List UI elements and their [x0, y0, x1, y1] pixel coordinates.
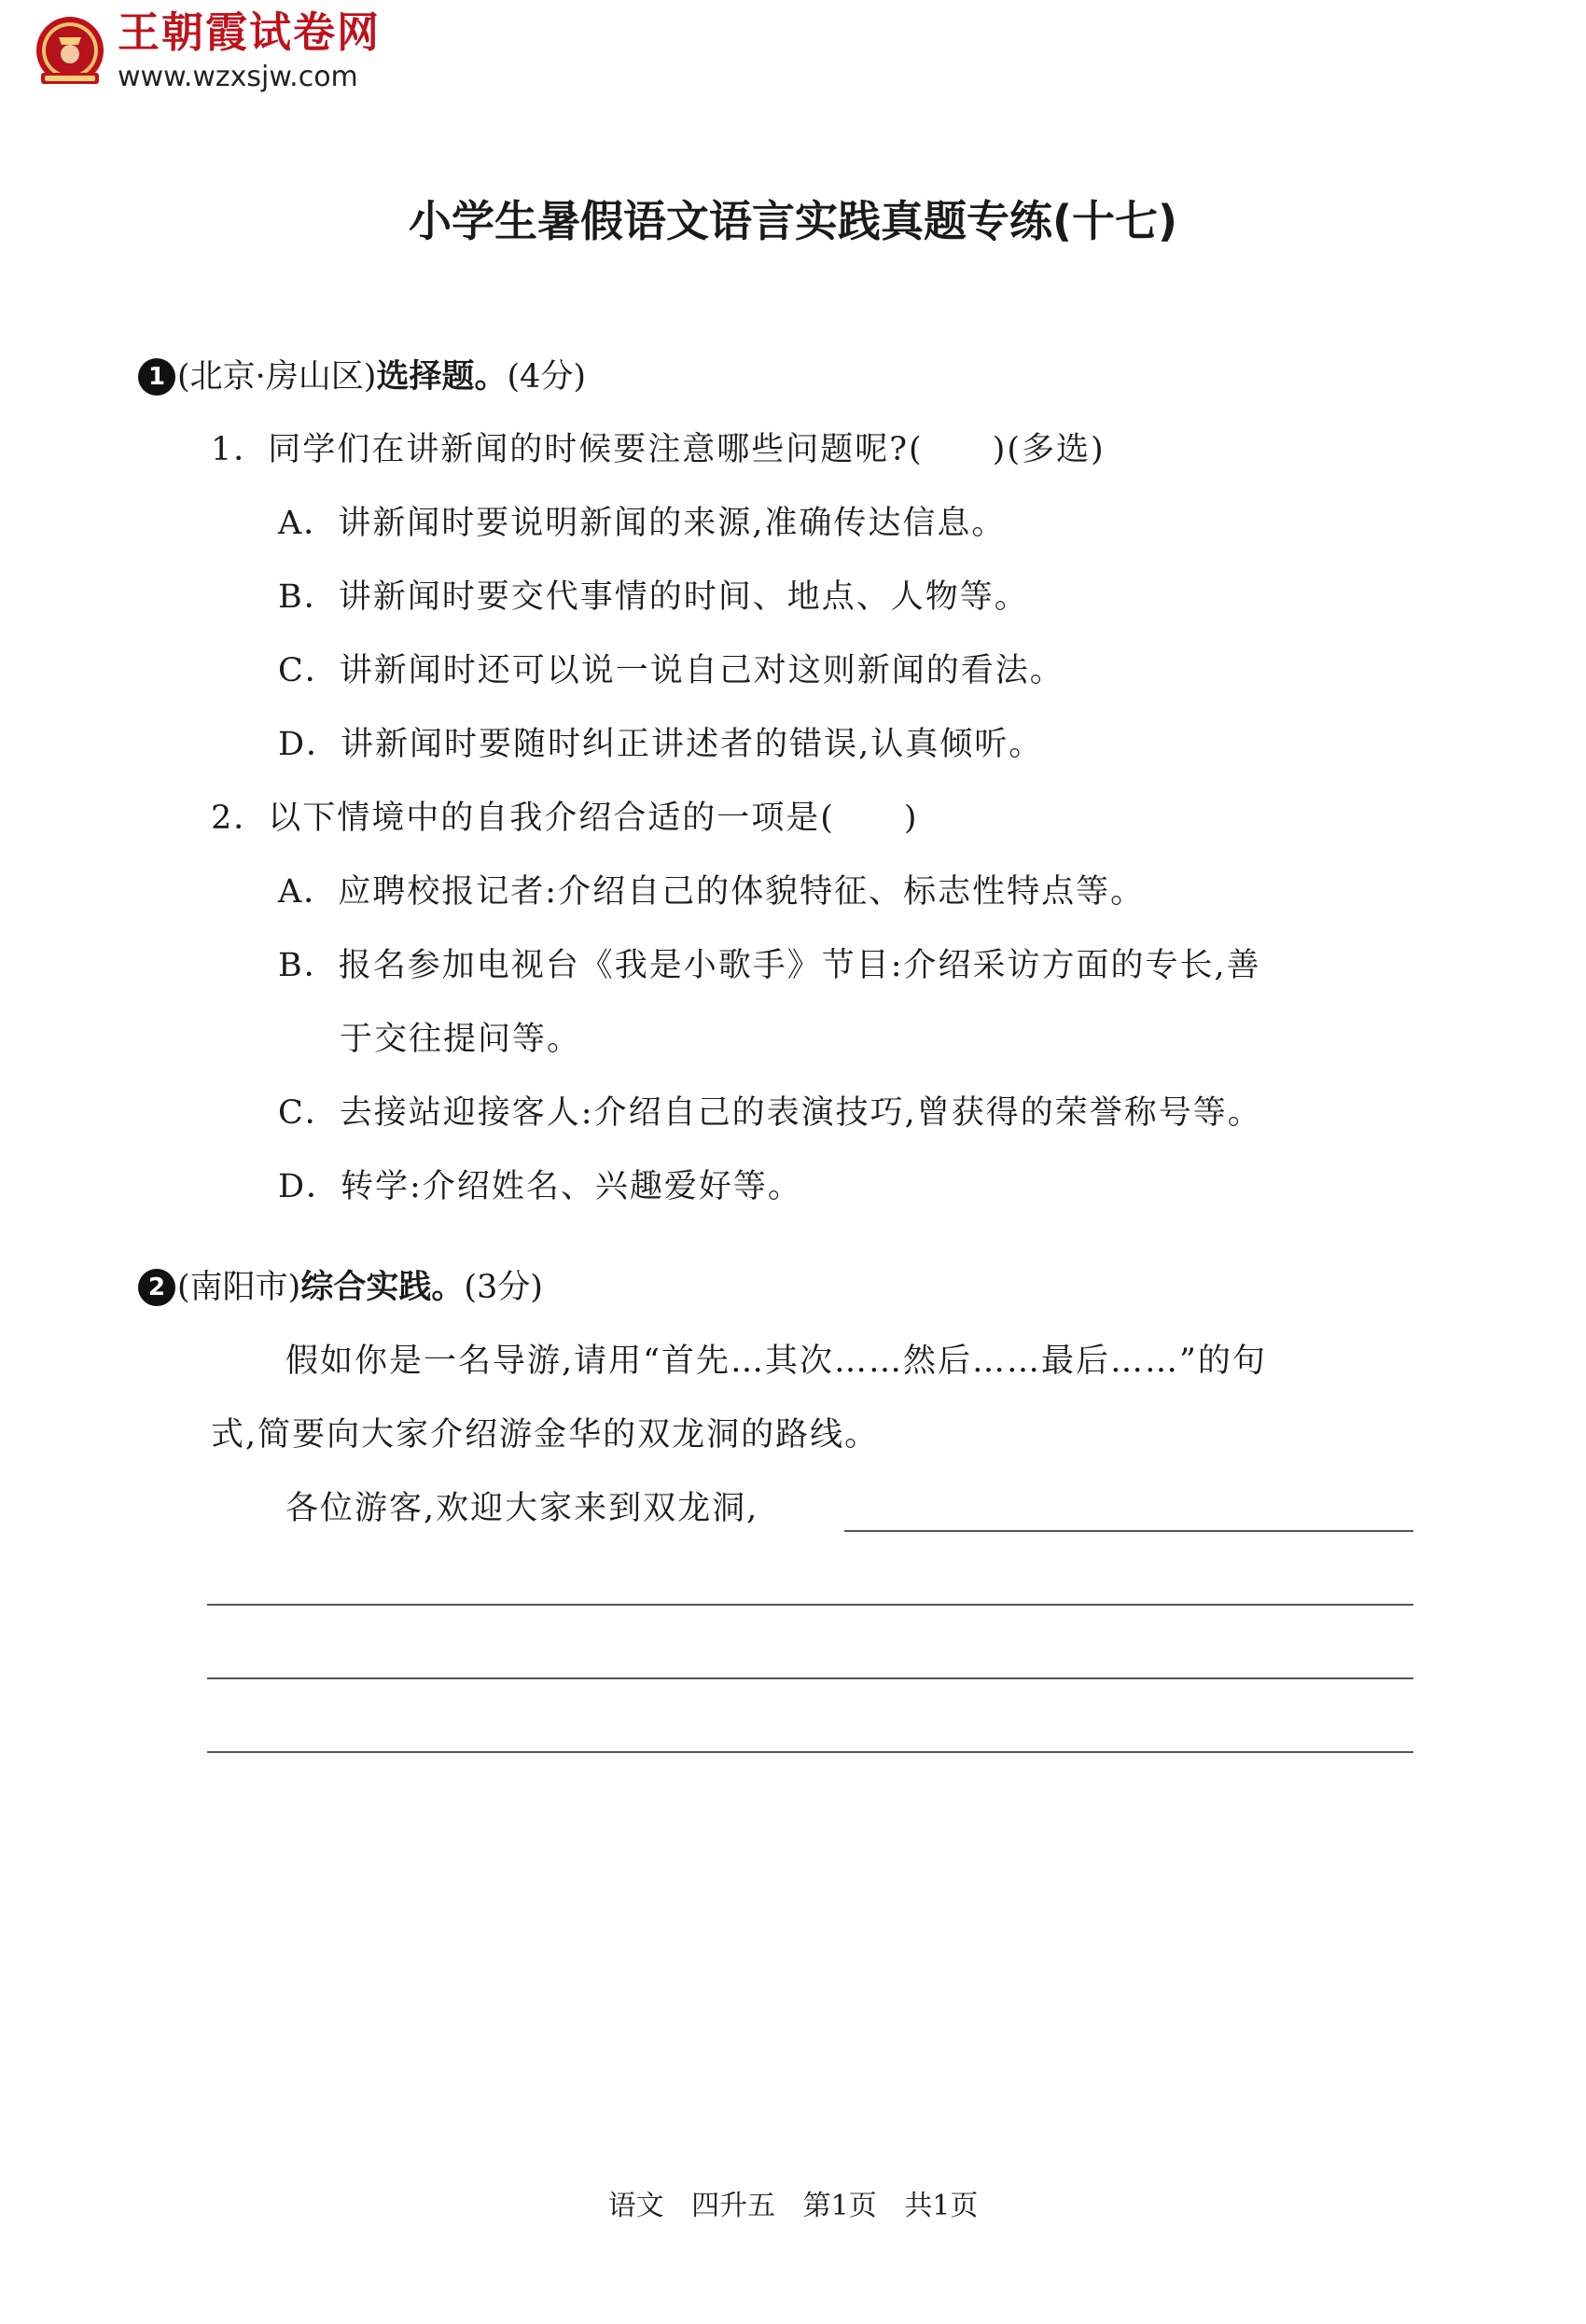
option-d: D．讲新闻时要随时纠正讲述者的错误,认真倾听。: [278, 726, 1044, 763]
option-b-continuation: 于交往提问等。: [340, 1021, 582, 1058]
option-a: A．应聘校报记者:介绍自己的体貌特征、标志性特点等。: [278, 873, 1146, 911]
question-2-heading: [138, 1265, 543, 1310]
option-b: B．讲新闻时要交代事情的时间、地点、人物等。: [278, 578, 1029, 616]
prompt-line: 假如你是一名导游,请用“首先…其次……然后……最后……”的句: [285, 1343, 1267, 1380]
answer-line[interactable]: [207, 1604, 1413, 1606]
footer-total: 共1页: [904, 2190, 979, 2222]
question-type: 综合实践。: [300, 1269, 465, 1306]
option-b: B．报名参加电视台《我是小歌手》节目:介绍采访方面的专长,善: [278, 947, 1261, 984]
question-source: (北京·房山区): [177, 358, 377, 396]
footer-grade: 四升五: [691, 2190, 776, 2222]
question-number-badge: 2: [138, 1269, 175, 1306]
prompt-line: 式,简要向大家介绍游金华的双龙洞的路线。: [211, 1416, 880, 1454]
footer-subject: 语文: [607, 2190, 664, 2222]
question-number-badge: 1: [138, 358, 175, 396]
subquestion-stem: 1．同学们在讲新闻的时候要注意哪些问题呢?( )(多选): [211, 431, 1106, 468]
question-score: (3分): [464, 1269, 543, 1306]
question-score: (4分): [507, 358, 587, 396]
answer-line[interactable]: [207, 1751, 1413, 1753]
question-1-heading: [138, 355, 586, 399]
answer-line[interactable]: [207, 1677, 1413, 1679]
page-title: 小学生暑假语文语言实践真题专练(十七): [408, 196, 1178, 246]
brand-name: 王朝霞试卷网: [118, 7, 382, 57]
option-c: C．去接站迎接客人:介绍自己的表演技巧,曾获得的荣誉称号等。: [278, 1094, 1262, 1132]
answer-lead: 各位游客,欢迎大家来到双龙洞,: [285, 1490, 759, 1527]
subquestion-stem: 2．以下情境中的自我介绍合适的一项是( ): [211, 800, 919, 837]
question-type: 选择题。: [376, 358, 508, 396]
logo-badge: [28, 11, 112, 95]
question-source: (南阳市): [177, 1269, 301, 1306]
emperor-seal-icon: [28, 11, 112, 95]
brand-url[interactable]: www.wzxsjw.com: [118, 61, 358, 93]
option-a: A．讲新闻时要说明新闻的来源,准确传达信息。: [278, 505, 1007, 542]
page-footer: [0, 2188, 1586, 2225]
footer-page: 第1页: [802, 2190, 877, 2222]
option-c: C．讲新闻时还可以说一说自己对这则新闻的看法。: [278, 652, 1064, 689]
option-d: D．转学:介绍姓名、兴趣爱好等。: [278, 1168, 802, 1205]
answer-line[interactable]: [844, 1530, 1413, 1532]
